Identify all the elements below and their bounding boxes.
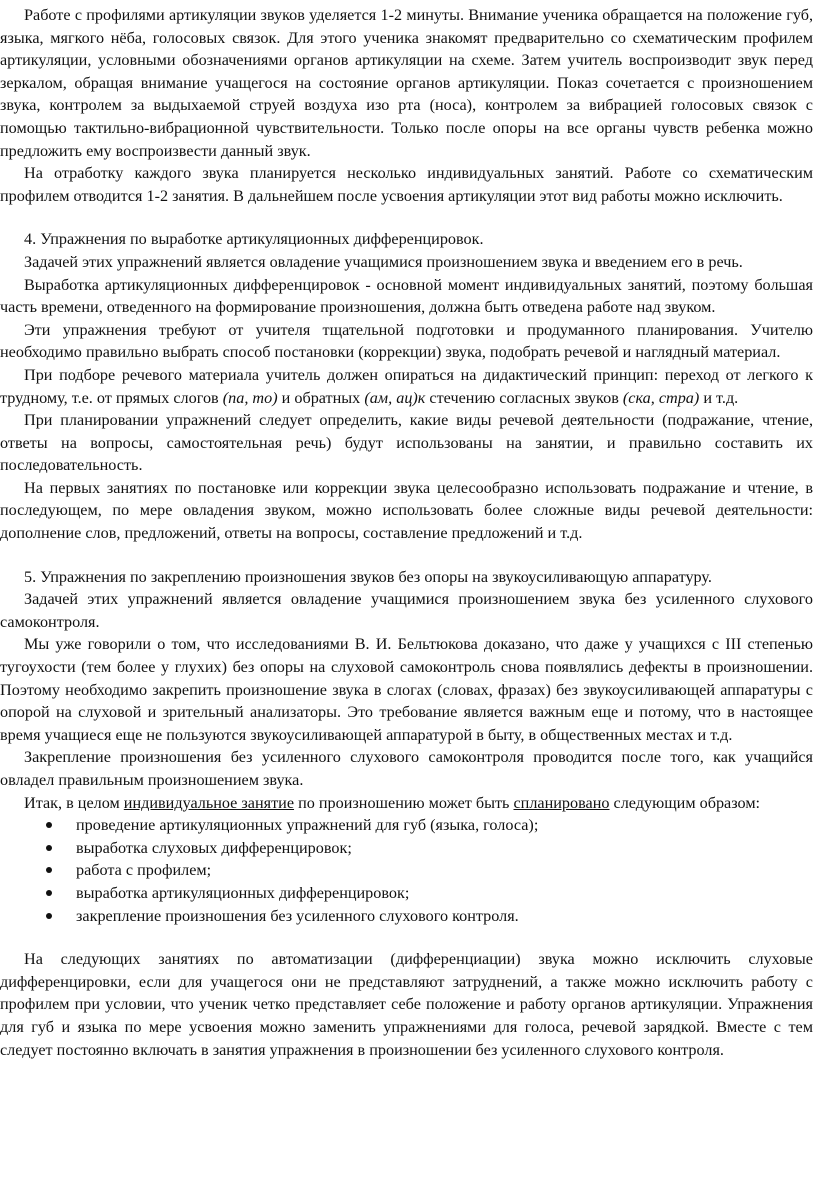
paragraph-sessions-per-sound: На отработку каждого звука планируется несколько индивидуальных занятий. Работе со схематическим профилем отводится 1-2 занятия. В дальнейшем после усвоения артикуляции этот вид работы можно исключить. — [0, 164, 813, 205]
example-direct-syllables: (па, то) — [222, 388, 278, 407]
section-heading-4: 4. Упражнения по выработке артикуляционных дифференцировок. — [24, 230, 484, 249]
list-item-text: работа с профилем; — [76, 861, 212, 880]
underlined-planned: спланировано — [513, 793, 610, 812]
paragraph-differentiation: Выработка артикуляционных дифференцировок - основной момент индивидуальных занятий, поэтому большая часть времени, отведенного на формирование произношения, должна быть отведена работе над звуком. — [0, 275, 813, 317]
lesson-plan-text-b: по произношению может быть — [294, 793, 514, 812]
paragraph-lesson-plan-intro — [0, 792, 813, 815]
bullet-icon — [46, 913, 52, 919]
list-item — [46, 814, 813, 837]
paragraph-beltyukov-research: Мы уже говорили о том, что исследованиями В. И. Бельтюкова доказано, что даже у учащихся с III степенью тугоухости (тем более у глухих) без опоры на слуховой самоконтроль снова появлялись дефекты в произношении. Поэтому необходимо закрепить произношение звука в слогах (словах, фразах) без звукоусиливающей аппаратуры с опорой на слуховой и зрительный анализаторы. Это требование является важным еще и потому, что в настоящее время учащиеся еще не пользуются звукоусиливающей аппаратурой в быту, в общественных местах и т.д. — [0, 635, 813, 744]
bullet-icon — [46, 822, 52, 828]
paragraph-planning: При планировании упражнений следует определить, какие виды речевой деятельности (подражание, чтение, ответы на вопросы, самостоятельная речь) будут использованы на занятии, и правильно составить их последовательность. — [0, 411, 813, 475]
speech-material-text-d: и т.д. — [699, 388, 739, 407]
spacer — [0, 207, 813, 228]
list-item-text: выработка артикуляционных дифференцировок; — [76, 883, 410, 902]
paragraph-first-sessions: На первых занятиях по постановке или коррекции звука целесообразно использовать подражание и чтение, в последующем, по мере овладения звуком, можно использовать более сложные виды речевой деятельности: дополнение слов, предложений, ответы на вопросы, составление предложений и т.д. — [0, 478, 813, 543]
list-item-text: проведение артикуляционных упражнений для губ (языка, голоса); — [76, 816, 539, 835]
list-item — [46, 905, 813, 928]
list-item — [46, 837, 813, 860]
spacer — [0, 545, 813, 566]
section-heading-5: 5. Упражнения по закреплению произношения звуков без опоры на звукоусиливающую аппаратуру. — [24, 567, 712, 586]
lesson-plan-list — [0, 814, 813, 927]
underlined-individual-lesson: индивидуальное занятие — [123, 793, 295, 812]
spacer — [0, 927, 813, 948]
bullet-icon — [46, 890, 52, 896]
paragraph-speech-material — [0, 364, 813, 409]
example-consonant-clusters: (ска, стра) — [622, 388, 700, 407]
lesson-plan-text-c: следующим образом: — [609, 793, 761, 812]
paragraph-preparation: Эти упражнения требуют от учителя тщательной подготовки и продуманного планирования. Учителю необходимо правильно выбрать способ постановки (коррекции) звука, подобрать речевой и наглядный материал. — [0, 320, 813, 362]
paragraph-consolidation: Закрепление произношения без усиленного слухового самоконтроля проводится после того, как учащийся овладел правильным произношением звука. — [0, 748, 813, 789]
bullet-icon — [46, 867, 52, 873]
speech-material-text-b: и обратных — [277, 388, 365, 407]
bullet-icon — [46, 845, 52, 851]
speech-material-text-a: При подборе речевого материала учитель должен опираться на дидактический принцип: переход от легкого к трудному, т.е. от прямых слогов — [0, 365, 813, 407]
list-item-text: закрепление произношения без усиленного слухового контроля. — [76, 906, 519, 925]
example-reverse-syllables: (ам, ац)к — [364, 388, 426, 407]
paragraph-automation: На следующих занятиях по автоматизации (дифференциации) звука можно исключить слуховые дифференцировки, если для учащегося они не представляют затруднений, а также можно исключить работу с профилем при условии, что ученик четко представляет себе положение и работу органов артикуляции. Упражнения для губ и языка по мере усвоения можно заменить упражнениями для голоса, речевой зарядкой. Вместе с тем следует постоянно включать в занятия упражнения в произношении без усиленного слухового контроля. — [0, 950, 813, 1059]
speech-material-text-c: стечению согласных звуков — [425, 388, 623, 407]
list-item-text: выработка слуховых дифференцировок; — [76, 838, 352, 857]
lesson-plan-text-a: Итак, в целом — [24, 793, 124, 812]
list-item — [46, 859, 813, 882]
list-item — [46, 882, 813, 905]
paragraph-task-5: Задачей этих упражнений является овладение учащимися произношением звука без усиленного слухового самоконтроля. — [0, 590, 813, 631]
paragraph-profile-work: Работе с профилями артикуляции звуков уделяется 1-2 минуты. Внимание ученика обращается на положение губ, языка, мягкого нёба, голосовых связок. Для этого ученика знакомят предварительно со схематическим профилем артикуляции, условными обозначениями органов артикуляции на схеме. Затем учитель воспроизводит звук перед зеркалом, обращая внимание учащегося на состояние органов артикуляции. Показ сочетается с произношением звука, контролем за выдыхаемой струей воздуха изо рта (носа), контролем за вибрацией голосовых связок с помощью тактильно-вибрационной чувствительности. Только после опоры на все органы чувств ребенка можно предложить ему воспроизвести данный звук. — [0, 6, 813, 160]
paragraph-task-4: Задачей этих упражнений является овладение учащимися произношением звука и введением его в речь. — [24, 252, 743, 271]
